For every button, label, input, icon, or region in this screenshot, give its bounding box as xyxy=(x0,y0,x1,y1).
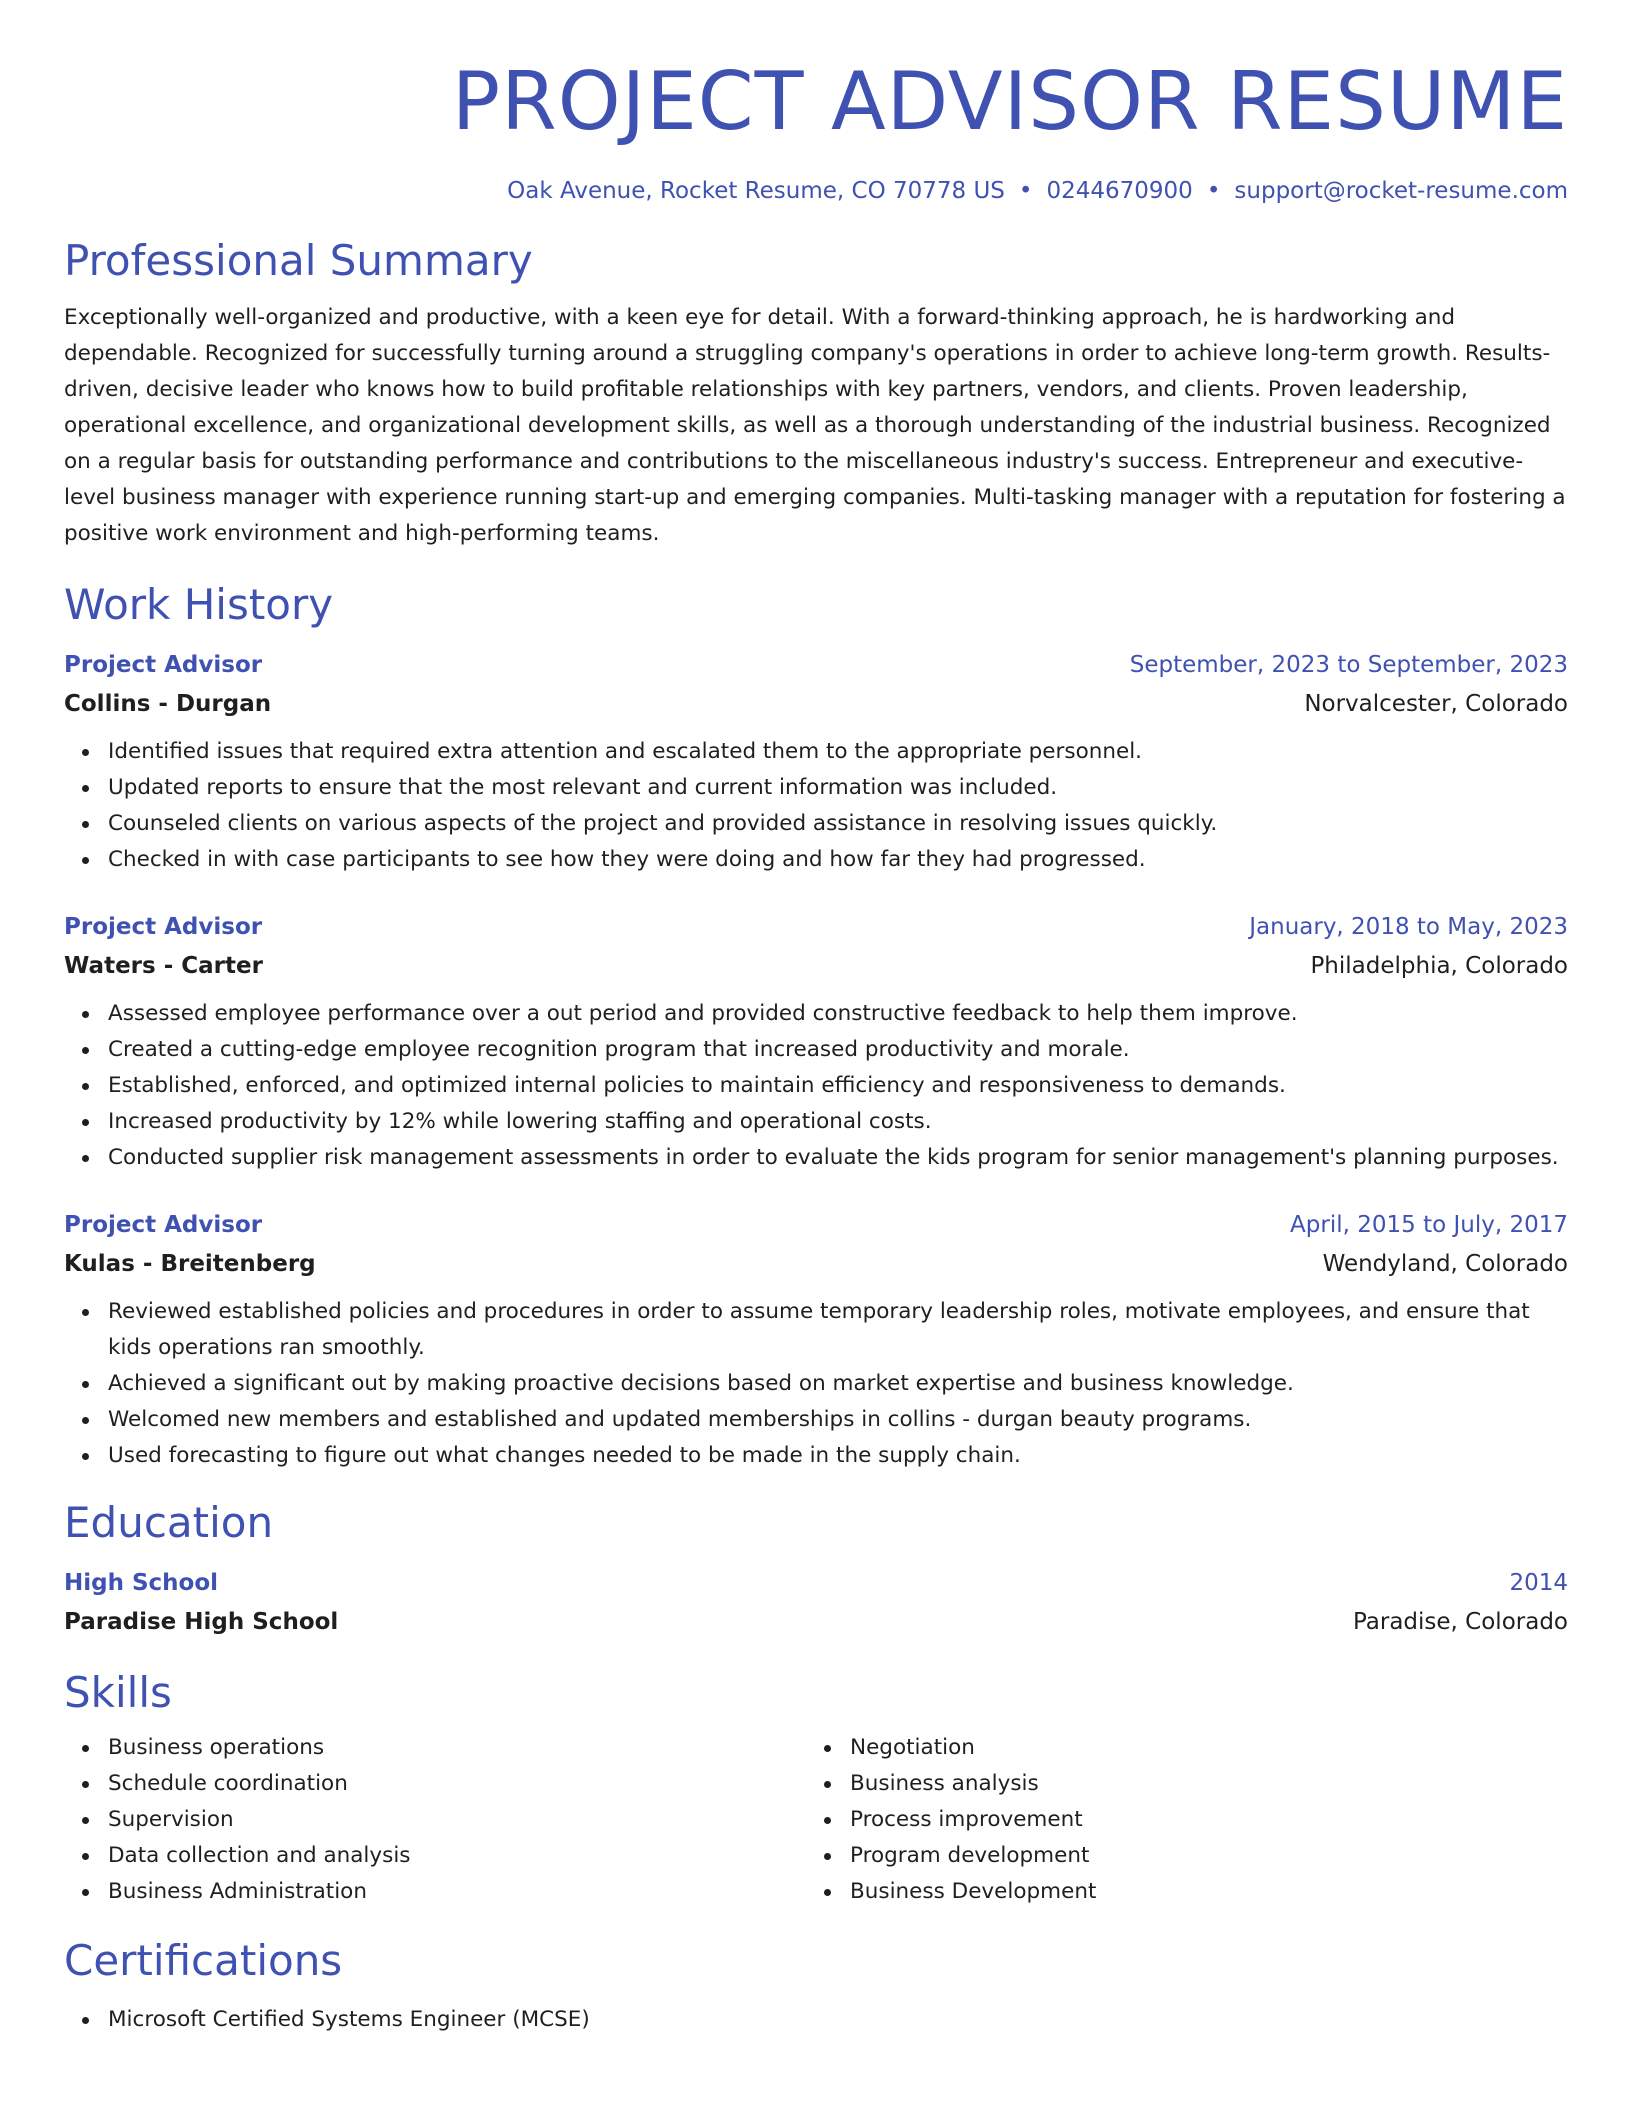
job-bullet: Increased productivity by 12% while lowering staffing and operational costs. xyxy=(108,1104,1568,1140)
job-entry xyxy=(64,908,1568,1176)
skills-column-right xyxy=(806,1730,1548,1910)
skills-list xyxy=(64,1730,806,1910)
job-dates: September, 2023 to September, 2023 xyxy=(1129,652,1568,678)
job-title: Project Advisor xyxy=(64,914,263,940)
section-heading-education: Education xyxy=(64,1498,274,1547)
job-dates: April, 2015 to July, 2017 xyxy=(1290,1212,1568,1238)
job-bullet: Identified issues that required extra attention and escalated them to the appropriate personnel. xyxy=(108,734,1568,770)
certification-item: Microsoft Certified Systems Engineer (MCSE) xyxy=(108,2002,1568,2038)
job-bullet-list xyxy=(64,734,1568,878)
education-degree: High School xyxy=(64,1570,219,1596)
education-entry xyxy=(64,1564,1568,1642)
skill-item: Supervision xyxy=(108,1802,806,1838)
skills-list xyxy=(806,1730,1548,1910)
job-bullet: Achieved a significant out by making proactive decisions based on market expertise and business knowledge. xyxy=(108,1366,1568,1402)
contact-email: support@rocket-resume.com xyxy=(1234,178,1568,204)
skill-item: Business analysis xyxy=(850,1766,1548,1802)
job-bullet-list xyxy=(64,1294,1568,1474)
job-bullet: Counseled clients on various aspects of the project and provided assistance in resolving issues quickly. xyxy=(108,806,1568,842)
education-location: Paradise, Colorado xyxy=(1352,1609,1568,1635)
job-bullet: Reviewed established policies and procedures in order to assume temporary leadership roles, motivate employees, and ensure that kids operations ran smoothly. xyxy=(108,1294,1568,1366)
job-company: Kulas - Breitenberg xyxy=(64,1251,316,1277)
job-company: Collins - Durgan xyxy=(64,691,272,717)
job-bullet: Conducted supplier risk management assessments in order to evaluate the kids program for senior management's planning purposes. xyxy=(108,1140,1568,1176)
resume-header xyxy=(64,0,1568,206)
job-bullet: Welcomed new members and established and updated memberships in collins - durgan beauty programs. xyxy=(108,1402,1568,1438)
work-history-section xyxy=(64,578,1568,1474)
job-company: Waters - Carter xyxy=(64,953,263,979)
job-title: Project Advisor xyxy=(64,652,263,678)
job-location: Norvalcester, Colorado xyxy=(1304,691,1568,717)
skill-item: Process improvement xyxy=(850,1802,1548,1838)
contact-separator: • xyxy=(1206,178,1221,204)
skill-item: Data collection and analysis xyxy=(108,1838,806,1874)
skill-item: Business Development xyxy=(850,1874,1548,1910)
job-bullet: Checked in with case participants to see how they were doing and how far they had progressed. xyxy=(108,842,1568,878)
section-heading-work-history: Work History xyxy=(64,580,334,629)
skill-item: Negotiation xyxy=(850,1730,1548,1766)
skill-item: Program development xyxy=(850,1838,1548,1874)
section-heading-skills: Skills xyxy=(64,1668,172,1717)
section-heading-summary: Professional Summary xyxy=(64,236,533,285)
skills-section xyxy=(64,1666,1568,1910)
contact-separator: • xyxy=(1018,178,1033,204)
job-title: Project Advisor xyxy=(64,1212,263,1238)
job-location: Philadelphia, Colorado xyxy=(1310,953,1568,979)
education-school: Paradise High School xyxy=(64,1609,339,1635)
contact-address: Oak Avenue, Rocket Resume, CO 70778 US xyxy=(507,178,1005,204)
certifications-section xyxy=(64,1934,1568,2038)
skill-item: Schedule coordination xyxy=(108,1766,806,1802)
summary-text: Exceptionally well-organized and productive, with a keen eye for detail. With a forward-thinking approach, he is hardworking and dependable. Recognized for successfully turning around a struggling company's operations in order to achieve long-term growth. Results-driven, decisive leader who knows how to build profitable relationships with key partners, vendors, and clients. Proven leadership, operational excellence, and organizational development skills, as well as a thorough understanding of the industrial business. Recognized on a regular basis for outstanding performance and contributions to the miscellaneous industry's success. Entrepreneur and executive-level business manager with experience running start-up and emerging companies. Multi-tasking manager with a reputation for fostering a positive work environment and high-performing teams. xyxy=(64,305,1566,546)
skills-column-left xyxy=(64,1730,806,1910)
contact-line xyxy=(64,176,1568,206)
skills-grid xyxy=(64,1730,1568,1910)
job-entry xyxy=(64,646,1568,878)
job-bullet: Established, enforced, and optimized internal policies to maintain efficiency and responsiveness to demands. xyxy=(108,1068,1568,1104)
job-bullet: Assessed employee performance over a out period and provided constructive feedback to help them improve. xyxy=(108,996,1568,1032)
job-bullet: Used forecasting to figure out what changes needed to be made in the supply chain. xyxy=(108,1438,1568,1474)
skill-item: Business operations xyxy=(108,1730,806,1766)
section-heading-certifications: Certifications xyxy=(64,1936,343,1985)
job-bullet: Created a cutting-edge employee recognition program that increased productivity and morale. xyxy=(108,1032,1568,1068)
skill-item: Business Administration xyxy=(108,1874,806,1910)
page-title: PROJECT ADVISOR RESUME xyxy=(451,55,1568,148)
job-bullet: Updated reports to ensure that the most relevant and current information was included. xyxy=(108,770,1568,806)
contact-phone: 0244670900 xyxy=(1046,178,1193,204)
professional-summary-section xyxy=(64,234,1568,552)
job-entry xyxy=(64,1206,1568,1474)
job-location: Wendyland, Colorado xyxy=(1322,1251,1568,1277)
education-section xyxy=(64,1496,1568,1642)
job-bullet-list xyxy=(64,996,1568,1176)
education-year: 2014 xyxy=(1509,1570,1568,1596)
certifications-list xyxy=(64,2002,1568,2038)
job-dates: January, 2018 to May, 2023 xyxy=(1249,914,1568,940)
